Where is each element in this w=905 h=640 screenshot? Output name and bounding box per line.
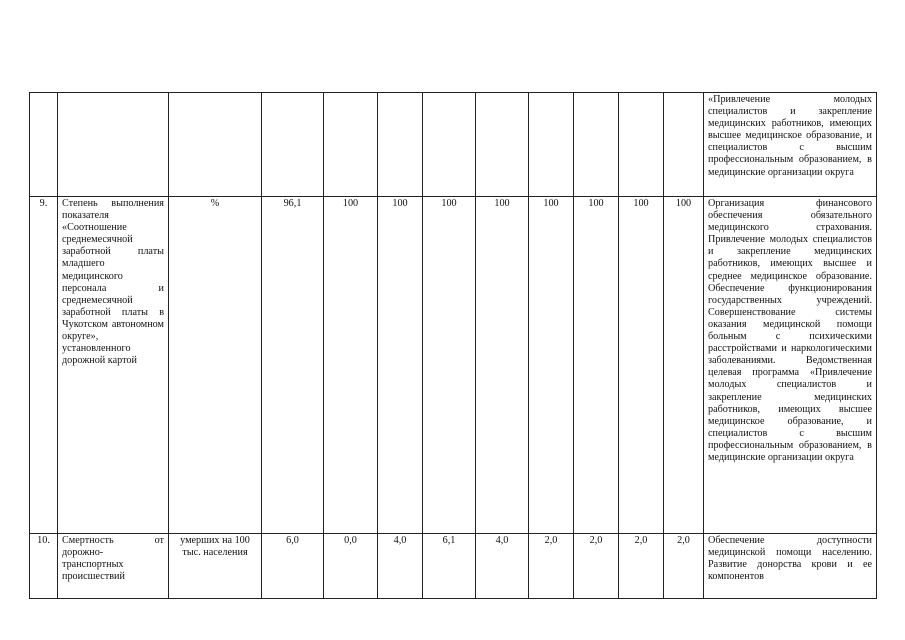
table-row [30, 93, 877, 197]
value-cell: 2,0 [619, 534, 664, 599]
indicator-name [58, 93, 169, 197]
value-cell: 100 [574, 197, 619, 534]
value-cell: 100 [664, 197, 704, 534]
indicator-name: Степень выполнения показателя «Соотношение среднемесячной заработной платы младшего медицинского персонала и среднемесячной заработной платы в Чукотском автономном округе», установленного дорожной картой [58, 197, 169, 534]
value-cell [423, 93, 476, 197]
measures-cell: Организация финансового обеспечения обязательного медицинского страхования. Привлечение молодых специалистов и закрепление медицинских работников, имеющих высшее и среднее медицинское образование. Обеспечение функционирования государственных учреждений. Совершенствование системы оказания медицинской помощи больным с психическими расстройствами и наркологическими заболеваниями. Ведомственная целевая программа «Привлечение молодых специалистов и закрепление медицинских работников, имеющих высшее медицинское образование, и специалистов с высшим профессиональным образованием, в медицинские организации округа [704, 197, 877, 534]
row-number: 10. [30, 534, 58, 599]
measures-cell: «Привлечение молодых специалистов и закрепление медицинских работников, имеющих высшее медицинское образование, и специалистов с высшим профессиональным образованием, в медицинские организации округа [704, 93, 877, 197]
value-cell: 100 [378, 197, 423, 534]
value-cell: 6,1 [423, 534, 476, 599]
value-cell [664, 93, 704, 197]
value-cell [378, 93, 423, 197]
value-cell: 100 [619, 197, 664, 534]
unit-cell: умерших на 100 тыс. населения [169, 534, 262, 599]
value-cell: 2,0 [529, 534, 574, 599]
value-cell: 4,0 [378, 534, 423, 599]
measures-cell: Обеспечение доступности медицинской помощи населению. Развитие донорства крови и ее компонентов [704, 534, 877, 599]
table-row [30, 534, 877, 599]
value-cell [476, 93, 529, 197]
value-cell: 2,0 [574, 534, 619, 599]
value-cell [619, 93, 664, 197]
indicator-name: Смертность от дорожно-транспортных происшествий [58, 534, 169, 599]
value-cell: 4,0 [476, 534, 529, 599]
value-cell: 0,0 [324, 534, 378, 599]
unit-cell [169, 93, 262, 197]
value-cell: 96,1 [262, 197, 324, 534]
row-number [30, 93, 58, 197]
value-cell: 100 [324, 197, 378, 534]
value-cell [324, 93, 378, 197]
value-cell [529, 93, 574, 197]
unit-cell: % [169, 197, 262, 534]
row-number: 9. [30, 197, 58, 534]
value-cell: 100 [476, 197, 529, 534]
value-cell: 100 [423, 197, 476, 534]
table-row [30, 197, 877, 534]
value-cell: 2,0 [664, 534, 704, 599]
value-cell: 100 [529, 197, 574, 534]
indicators-table [29, 92, 877, 599]
value-cell [574, 93, 619, 197]
value-cell [262, 93, 324, 197]
value-cell: 6,0 [262, 534, 324, 599]
